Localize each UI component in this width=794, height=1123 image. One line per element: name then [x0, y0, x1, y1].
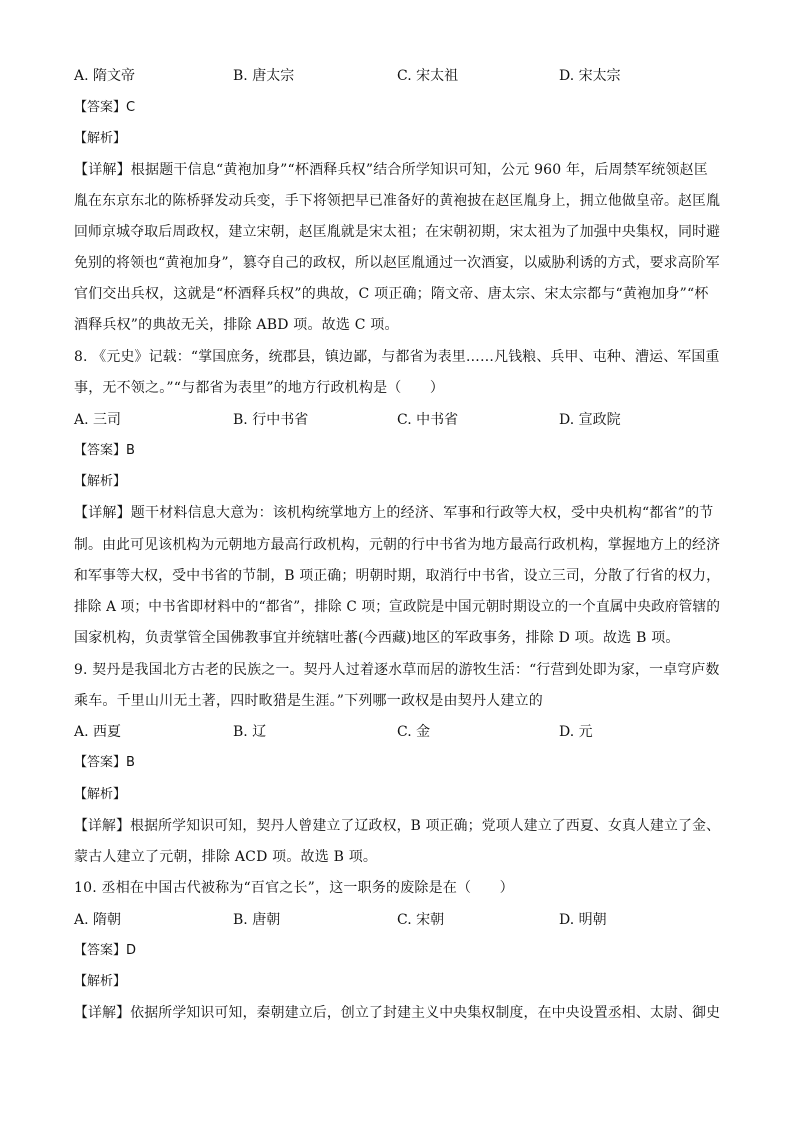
q7-option-d: D. 宋太宗 [559, 68, 621, 84]
q7-detail-line: 胤在东京东北的陈桥驿发动兵变，手下将领把早已准备好的黄袍披在赵匡胤身上，拥立他做皇帝。赵匡胤 [74, 193, 721, 209]
q8-option-b: B. 行中书省 [233, 412, 309, 428]
q7-option-a: A. 隋文帝 [74, 68, 136, 84]
q8-option-d: D. 宣政院 [559, 412, 621, 428]
q7-option-c: C. 宋太祖 [397, 68, 459, 84]
q10-stem-line: 10. 丞相在中国古代被称为“百官之长”，这一职务的废除是在（ ） [74, 880, 514, 896]
q9-answer: 【答案】B [74, 755, 135, 770]
q7-detail-line: 回师京城夺取后周政权，建立宋朝，赵匡胤就是宋太祖；在宋朝初期，宋太祖为了加强中央集权，同时避 [74, 224, 721, 240]
q10-option-c: C. 宋朝 [397, 912, 445, 928]
q7-detail-line: 官们交出兵权，这就是“杯酒释兵权”的典故，C 项正确；隋文帝、唐太宗、宋太宗都与“黄袍加身”“杯 [74, 286, 709, 302]
q10-analysis-heading: 【解析】 [74, 974, 127, 989]
q7-detail-line: 【详解】根据题干信息“黄袍加身”“杯酒释兵权”结合所学知识可知，公元 960 年，后周禁军统领赵匡 [74, 162, 709, 178]
q10-option-b: B. 唐朝 [233, 912, 281, 928]
q8-option-a: A. 三司 [74, 412, 122, 428]
q7-answer: 【答案】C [74, 100, 136, 115]
q10-option-d: D. 明朝 [559, 912, 607, 928]
q9-detail-line: 【详解】根据所学知识可知，契丹人曾建立了辽政权，B 项正确；党项人建立了西夏、女真人建立了金、 [74, 818, 721, 834]
q8-option-c: C. 中书省 [397, 412, 459, 428]
q7-detail-line: 酒释兵权”的典故无关，排除 ABD 项。故选 C 项。 [74, 317, 399, 333]
q7-option-b: B. 唐太宗 [233, 68, 295, 84]
q8-stem-line: 事，无不领之。”“与都省为表里”的地方行政机构是（ ） [74, 380, 445, 396]
q9-analysis-heading: 【解析】 [74, 787, 127, 802]
q9-option-a: A. 西夏 [74, 724, 122, 740]
q8-detail-line: 制。由此可见该机构为元朝地方最高行政机构，元朝的行中书省为地方最高行政机构，掌握地方上的经济 [74, 537, 721, 553]
q9-detail-line: 蒙古人建立了元朝，排除 ACD 项。故选 B 项。 [74, 849, 378, 865]
q8-answer: 【答案】B [74, 443, 135, 458]
q8-stem-line: 8. 《元史》记载：“掌国庶务，统郡县，镇边鄙，与都省为表里……凡钱粮、兵甲、屯种、漕运、军国重 [74, 349, 720, 365]
q10-option-a: A. 隋朝 [74, 912, 122, 928]
q10-detail-line: 【详解】依据所学知识可知，秦朝建立后，创立了封建主义中央集权制度，在中央设置丞相、太尉、御史 [74, 1005, 721, 1021]
q9-option-b: B. 辽 [233, 724, 267, 740]
q7-detail-line: 免别的将领也“黄袍加身”，篡夺自己的政权，所以赵匡胤通过一次酒宴，以威胁利诱的方式，要求高阶军 [74, 255, 720, 271]
q9-stem-line: 乘车。千里山川无土著，四时畋猎是生涯。”下列哪一政权是由契丹人建立的 [74, 693, 543, 709]
q8-detail-line: 和军事等大权，受中书省的节制，B 项正确；明朝时期，取消行中书省，设立三司，分散了行省的权力， [74, 568, 721, 584]
q9-stem-line: 9. 契丹是我国北方古老的民族之一。契丹人过着逐水草而居的游牧生活：“行营到处即为家，一卓穹庐数 [74, 662, 720, 678]
q8-detail-line: 国家机构，负责掌管全国佛教事宜并统辖吐蕃(今西藏)地区的军政事务，排除 D 项。故选 B 项。 [74, 630, 680, 646]
q8-detail-line: 【详解】题干材料信息大意为：该机构统掌地方上的经济、军事和行政等大权，受中央机构“都省”的节 [74, 505, 714, 521]
q7-analysis-heading: 【解析】 [74, 131, 127, 146]
q9-option-c: C. 金 [397, 724, 431, 740]
q10-answer: 【答案】D [74, 943, 137, 958]
q8-analysis-heading: 【解析】 [74, 474, 127, 489]
q8-detail-line: 排除 A 项；中书省即材料中的“都省”，排除 C 项；宣政院是中国元朝时期设立的一个直属中央政府管辖的 [74, 599, 721, 615]
q9-option-d: D. 元 [559, 724, 593, 740]
